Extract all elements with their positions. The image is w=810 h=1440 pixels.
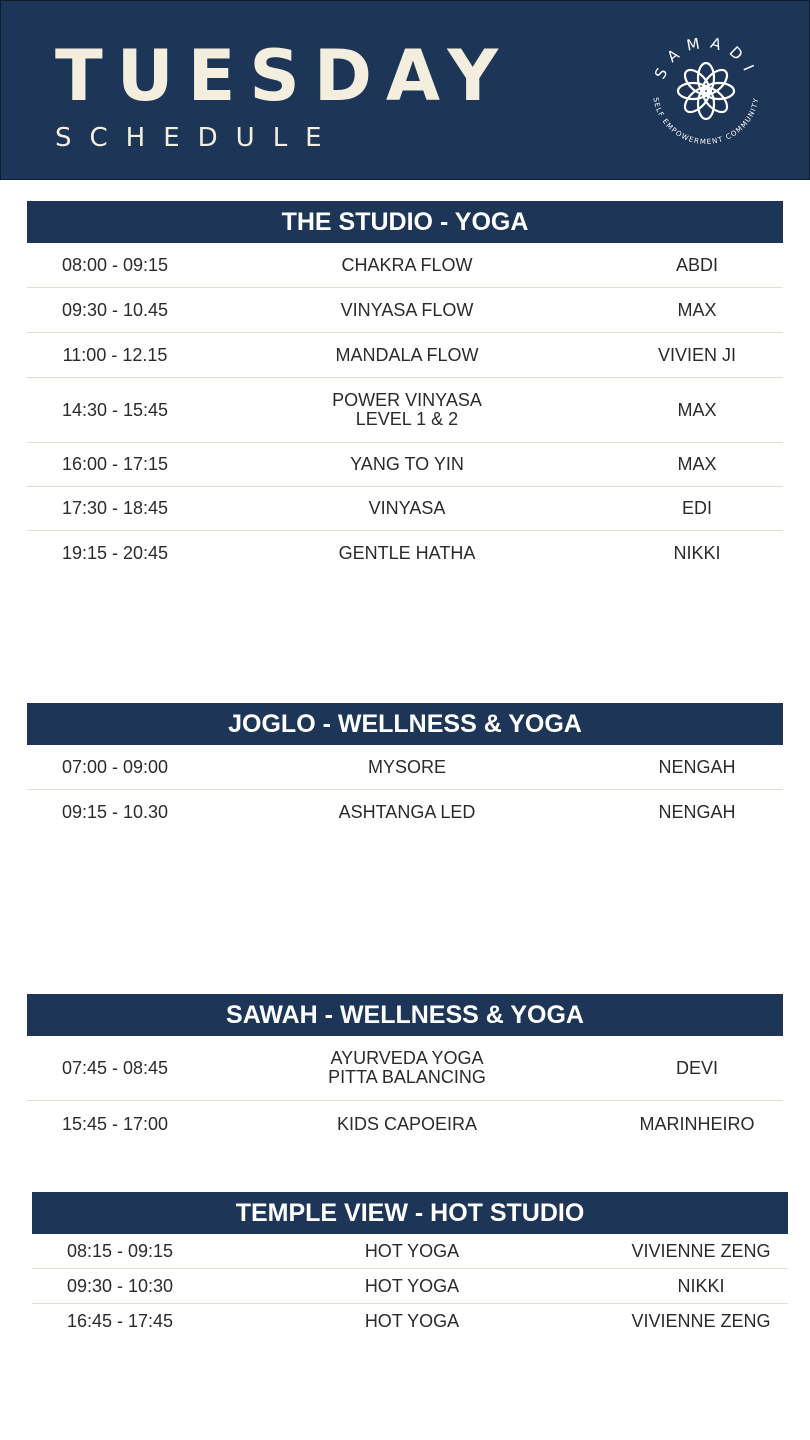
class-name: VINYASA FLOW	[340, 299, 474, 320]
teacher-name: EDI	[681, 498, 712, 519]
teacher-name: VIVIENNE ZENG	[631, 1310, 771, 1331]
class-time: 08:15 - 09:15	[66, 1240, 174, 1261]
schedule-row	[27, 378, 783, 443]
schedule-row	[27, 745, 783, 790]
schedule-row	[27, 288, 783, 333]
lotus-icon	[678, 63, 734, 119]
teacher-name: NENGAH	[658, 756, 736, 777]
schedule-row	[27, 243, 783, 288]
class-name: YANG TO YIN	[350, 454, 464, 475]
class-name: MYSORE	[367, 756, 446, 777]
class-name: MANDALA FLOW	[335, 344, 479, 365]
schedule-row	[27, 333, 783, 378]
class-time: 17:30 - 18:45	[61, 498, 169, 519]
teacher-name: ABDI	[675, 254, 718, 275]
class-name: VINYASA	[368, 498, 446, 519]
class-name: HOT YOGA	[364, 1310, 460, 1331]
page-subtitle: SCHEDULE	[55, 123, 340, 153]
class-name: AYURVEDA YOGA PITTA BALANCING	[328, 1048, 486, 1087]
svg-text:SELF EMPOWERMENT COMMUNITY	[651, 97, 760, 146]
class-name: POWER VINYASA LEVEL 1 & 2	[332, 390, 482, 429]
class-name: CHAKRA FLOW	[341, 254, 473, 275]
schedule-row	[27, 487, 783, 531]
class-time: 08:00 - 09:15	[61, 254, 169, 275]
class-time: 09:15 - 10.30	[61, 801, 169, 822]
teacher-name: MAX	[677, 454, 717, 475]
schedule-row	[27, 443, 783, 487]
section-title: TEMPLE VIEW - HOT STUDIO	[32, 1192, 788, 1234]
schedule-row	[27, 1036, 783, 1101]
samadi-logo	[641, 26, 771, 156]
teacher-name: VIVIEN JI	[657, 344, 737, 365]
section-title: SAWAH - WELLNESS & YOGA	[27, 994, 783, 1036]
page-title: TUESDAY	[55, 35, 513, 117]
class-name: GENTLE HATHA	[338, 542, 476, 563]
class-time: 07:00 - 09:00	[61, 756, 169, 777]
class-time: 19:15 - 20:45	[61, 542, 169, 563]
schedule-row	[27, 790, 783, 834]
class-time: 16:00 - 17:15	[61, 454, 169, 475]
class-name: ASHTANGA LED	[338, 801, 476, 822]
header-banner	[0, 0, 810, 180]
class-time: 09:30 - 10.45	[61, 299, 169, 320]
section-title: THE STUDIO - YOGA	[27, 201, 783, 243]
schedule-row	[32, 1304, 788, 1338]
teacher-name: NIKKI	[673, 542, 721, 563]
logo-name: SAMADI	[650, 32, 761, 82]
class-time: 07:45 - 08:45	[61, 1057, 169, 1078]
class-time: 14:30 - 15:45	[61, 399, 169, 420]
class-time: 09:30 - 10:30	[66, 1275, 174, 1296]
teacher-name: DEVI	[675, 1057, 718, 1078]
teacher-name: MAX	[677, 299, 717, 320]
schedule-row	[32, 1269, 788, 1304]
class-time: 15:45 - 17:00	[61, 1113, 169, 1134]
teacher-name: NENGAH	[658, 801, 736, 822]
teacher-name: MARINHEIRO	[639, 1113, 755, 1134]
teacher-name: MAX	[677, 399, 717, 420]
schedule-row	[32, 1234, 788, 1269]
section-sawah	[27, 994, 783, 1147]
class-name: HOT YOGA	[364, 1275, 460, 1296]
class-name: KIDS CAPOEIRA	[336, 1113, 478, 1134]
svg-text:SAMADI	[651, 33, 761, 82]
section-the-studio	[27, 201, 783, 575]
class-time: 11:00 - 12.15	[62, 344, 168, 365]
section-temple-view	[32, 1192, 788, 1338]
teacher-name: NIKKI	[677, 1275, 725, 1296]
schedule-row	[27, 531, 783, 575]
section-title: JOGLO - WELLNESS & YOGA	[27, 703, 783, 745]
class-name: HOT YOGA	[364, 1240, 460, 1261]
teacher-name: VIVIENNE ZENG	[631, 1240, 771, 1261]
schedule-row	[27, 1101, 783, 1147]
logo-tagline: SELF EMPOWERMENT COMMUNITY	[651, 96, 761, 147]
class-time: 16:45 - 17:45	[66, 1310, 174, 1331]
section-joglo	[27, 703, 783, 834]
